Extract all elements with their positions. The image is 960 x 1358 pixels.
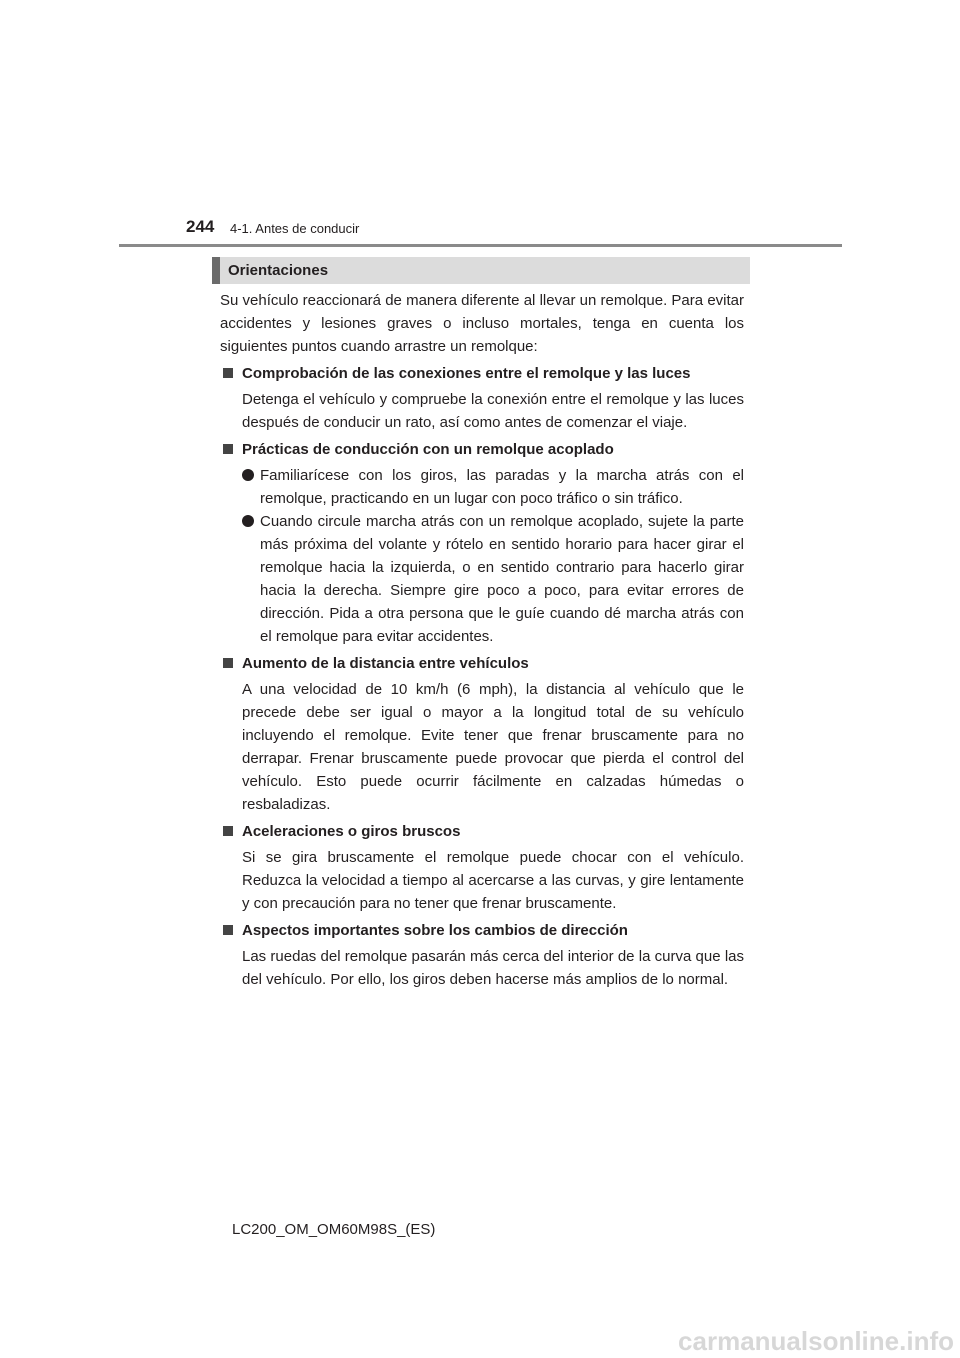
- topic-body: A una velocidad de 10 km/h (6 mph), la distancia al vehículo que le precede debe ser igual o mayor a la longitud total de su vehículo incluyendo el remolque. Evite tener que frenar bruscamente para no derrapar. Frenar bruscamente puede provocar que pierda el control del vehículo. Esto puede ocurrir fácilmente en calzadas húmedas o resbaladizas.: [242, 681, 744, 813]
- topic-body: Detenga el vehículo y compruebe la conexión entre el remolque y las luces después de conducir un rato, así como antes de comenzar el viaje.: [242, 391, 744, 431]
- list-item-text: Cuando circule marcha atrás con un remolque acoplado, sujete la parte más próxima del volante y rótelo en sentido horario para hacer girar el remolque hacia la izquierda, o en sentido contrario para hacerlo girar hacia la derecha. Siempre gire poco a poco, para evitar errores de dirección. Pida a otra persona que le guíe cuando dé marcha atrás con el remolque para evitar accidentes.: [260, 513, 744, 645]
- square-bullet-icon: [223, 368, 233, 378]
- topic-title: Aumento de la distancia entre vehículos: [242, 655, 529, 672]
- square-bullet-icon: [223, 925, 233, 935]
- header-divider: [119, 244, 842, 247]
- topic-title: Prácticas de conducción con un remolque acoplado: [242, 441, 614, 458]
- square-bullet-icon: [223, 826, 233, 836]
- document-code: LC200_OM_OM60M98S_(ES): [232, 1221, 436, 1238]
- topic-turning: [220, 919, 744, 991]
- topic-heading: [220, 820, 744, 843]
- topic-heading: [220, 919, 744, 942]
- section-breadcrumb: 4-1. Antes de conducir: [230, 221, 360, 236]
- circle-bullet-icon: [242, 515, 254, 527]
- intro-paragraph: Su vehículo reaccionará de manera diferente al llevar un remolque. Para evitar accidentes y lesiones graves o incluso mortales, tenga en cuenta los siguientes puntos cuando arrastre un remolque:: [220, 292, 744, 355]
- topic-heading: [220, 362, 744, 385]
- watermark-logo: carmanualsonline.info: [678, 1326, 954, 1356]
- topic-connections: [220, 362, 744, 434]
- topic-title: Aceleraciones o giros bruscos: [242, 823, 461, 840]
- topic-sudden-acceleration: [220, 820, 744, 915]
- topic-heading: [220, 438, 744, 461]
- topic-body: Las ruedas del remolque pasarán más cerca del interior de la curva que las del vehículo. Por ello, los giros deben hacerse más amplios de lo normal.: [242, 948, 744, 988]
- page-header: [0, 0, 960, 250]
- topic-driving-practices: [220, 438, 744, 648]
- topic-following-distance: [220, 652, 744, 816]
- topic-title: Aspectos importantes sobre los cambios de dirección: [242, 922, 628, 939]
- section-heading-bar: [212, 257, 750, 284]
- main-content: [220, 289, 744, 991]
- list-item-text: Familiarícese con los giros, las paradas y la marcha atrás con el remolque, practicando en un lugar con poco tráfico o sin tráfico.: [260, 467, 744, 507]
- square-bullet-icon: [223, 658, 233, 668]
- section-title: Orientaciones: [228, 262, 329, 279]
- list-item: [242, 464, 744, 510]
- square-bullet-icon: [223, 444, 233, 454]
- topic-heading: [220, 652, 744, 675]
- topic-title: Comprobación de las conexiones entre el remolque y las luces: [242, 365, 691, 382]
- page-number: 244: [186, 217, 215, 236]
- list-item: [242, 510, 744, 648]
- circle-bullet-icon: [242, 469, 254, 481]
- topic-body: Si se gira bruscamente el remolque puede chocar con el vehículo. Reduzca la velocidad a tiempo al acercarse a las curvas, y gire lentamente y con precaución para no tener que frenar bruscamente.: [242, 849, 744, 912]
